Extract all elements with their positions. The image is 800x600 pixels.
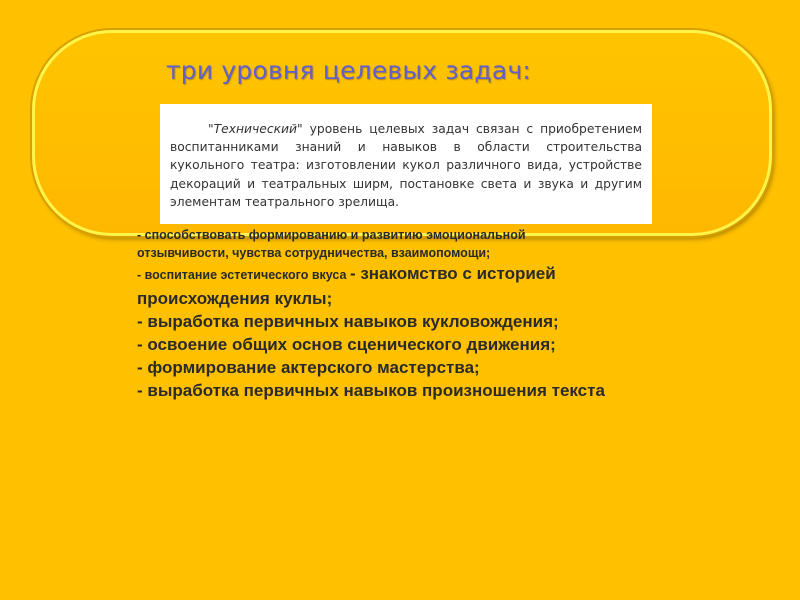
goal-line-3-small: - воспитание эстетического вкуса [137, 268, 350, 282]
goal-line-5: - выработка первичных навыков кукловождения; [137, 312, 559, 331]
technical-level-textbox [160, 104, 652, 224]
technical-level-term: "Технический" [208, 122, 303, 136]
goal-line-1: - способствовать формированию и развитию эмоциональной [137, 228, 526, 242]
slide-title: три уровня целевых задач: [166, 56, 532, 85]
technical-level-paragraph [170, 120, 642, 211]
goal-line-4: происхождения куклы; [137, 289, 333, 308]
goal-line-7: - формирование актерского мастерства; [137, 358, 480, 377]
goals-list [137, 226, 697, 402]
goal-line-2: отзывчивости, чувства сотрудничества, взаимопомощи; [137, 246, 491, 260]
goal-line-3 [137, 262, 697, 287]
technical-level-description: уровень целевых задач связан с приобретением воспитанниками знаний и навыков в области строительства кукольного театра: изготовлении кукол различного вида, устройстве декораций и театральных ширм, постановке света и звука и другим элементам театрального зрелища. [170, 122, 642, 209]
goal-line-3-big: - знакомство с историей [349, 264, 556, 283]
goal-line-8: - выработка первичных навыков произношения текста [137, 381, 605, 400]
goal-line-6: - освоение общих основ сценического движения; [137, 335, 556, 354]
